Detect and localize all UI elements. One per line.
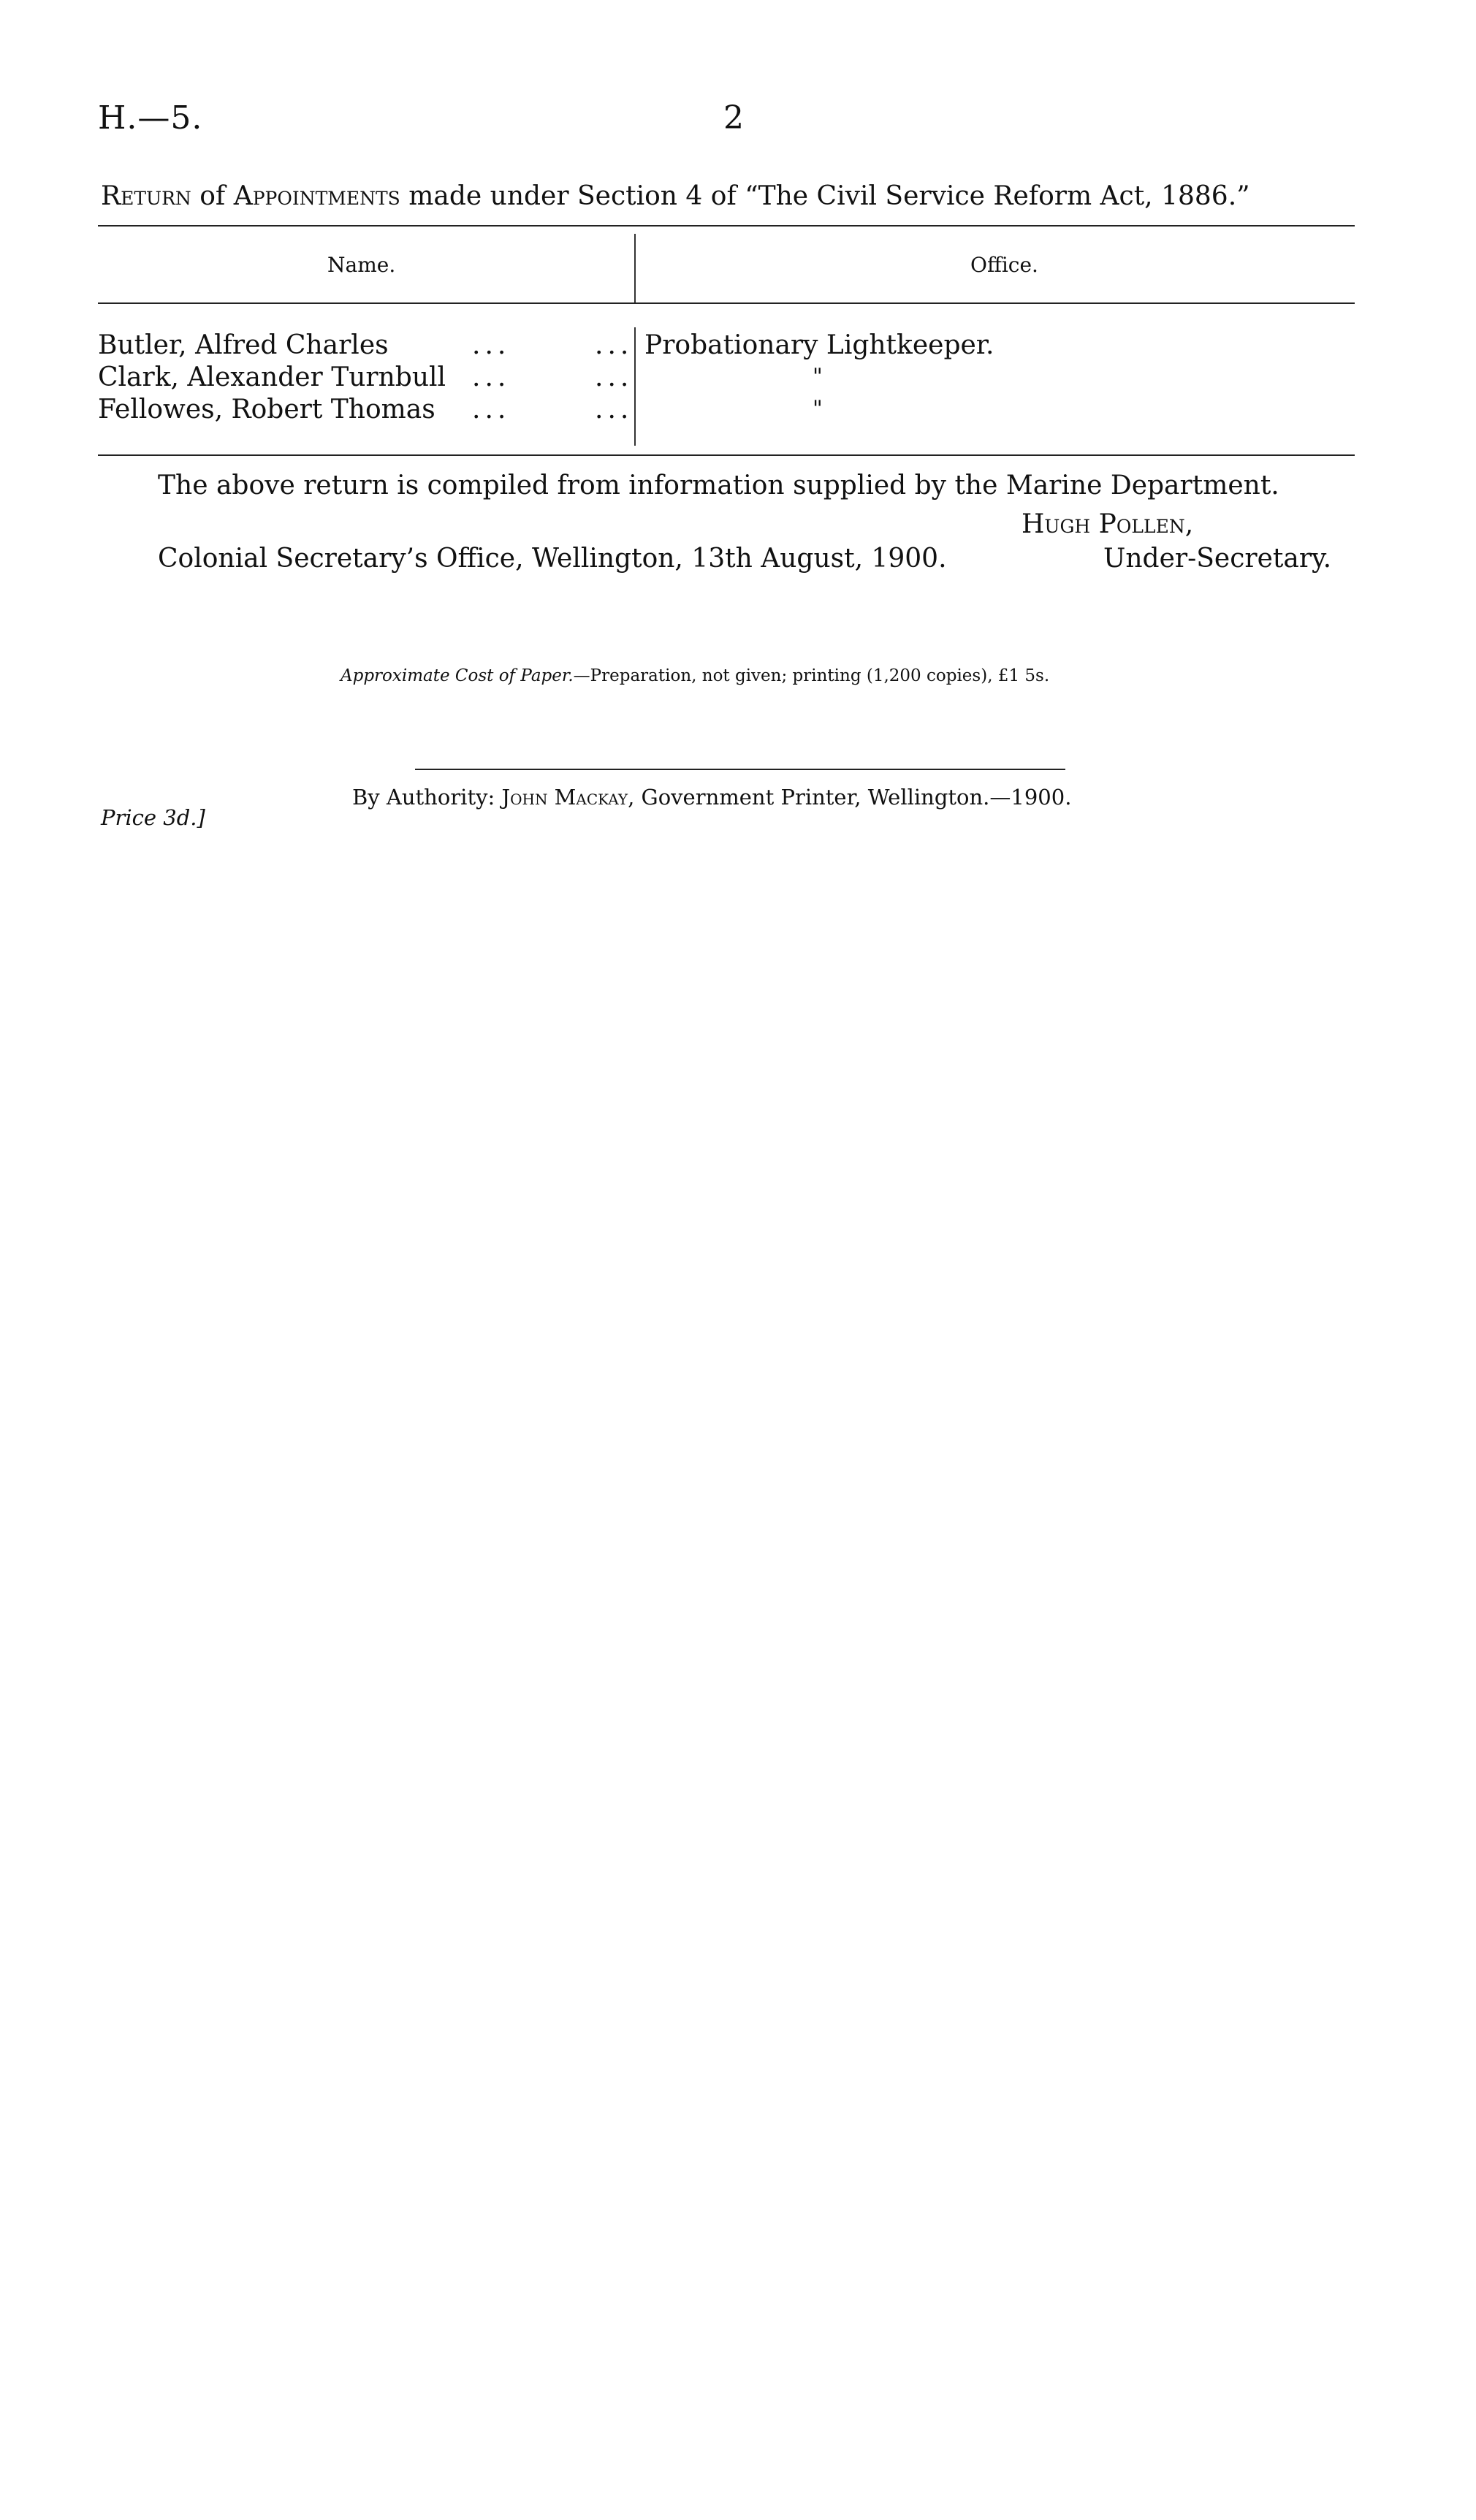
table-row [98, 395, 1355, 427]
dot-leader: ... [472, 362, 511, 392]
dot-leader: ... [595, 362, 634, 392]
row-name: Clark, Alexander Turnbull [98, 362, 446, 392]
imprint-suffix: , Government Printer, Wellington.—1900. [628, 785, 1072, 810]
dot-leader: ... [472, 395, 511, 425]
dot-leader: ... [595, 395, 634, 425]
table-top-rule [98, 225, 1355, 227]
signatory-name: Hugh Pollen, [1022, 509, 1194, 539]
title-word-appointments: Appointments [233, 181, 400, 211]
title-text-rest: made under Section 4 of “The Civil Service Reform Act, 1886.” [400, 181, 1250, 211]
printer-imprint [352, 785, 1071, 810]
row-office-ditto: " [813, 396, 823, 422]
title-word-return: Return [101, 181, 191, 211]
column-header-office: Office. [970, 253, 1038, 277]
dot-leader: ... [595, 330, 634, 360]
table-row [98, 330, 1355, 362]
cost-details: —Preparation, not given; printing (1,200 copies), £1 5s. [573, 666, 1050, 685]
approximate-cost [341, 666, 1049, 685]
signatory-title: Under-Secretary. [1103, 544, 1332, 574]
row-office-ditto: " [813, 364, 823, 389]
table-column-divider-header [634, 234, 636, 302]
row-name: Butler, Alfred Charles [98, 330, 389, 360]
return-title [101, 181, 1358, 211]
compilation-note: The above return is compiled from information supplied by the Marine Department. [158, 471, 1279, 500]
price: Price 3d.] [101, 805, 205, 830]
table-bottom-rule [98, 454, 1355, 456]
printer-name: John Mackay [501, 785, 628, 810]
table-row [98, 362, 1355, 395]
table-header-rule [98, 302, 1355, 304]
dot-leader: ... [472, 330, 511, 360]
document-reference: H.—5. [98, 99, 203, 137]
imprint-rule [415, 769, 1065, 770]
row-name: Fellowes, Robert Thomas [98, 395, 435, 425]
row-office: Probationary Lightkeeper. [644, 330, 994, 360]
imprint-prefix: By Authority: [352, 785, 502, 810]
place-and-date: Colonial Secretary’s Office, Wellington, 13th August, 1900. [158, 544, 947, 574]
cost-label: Approximate Cost of Paper. [341, 666, 574, 685]
page-number: 2 [723, 99, 744, 137]
title-text-of: of [191, 181, 234, 211]
column-header-name: Name. [327, 253, 396, 277]
